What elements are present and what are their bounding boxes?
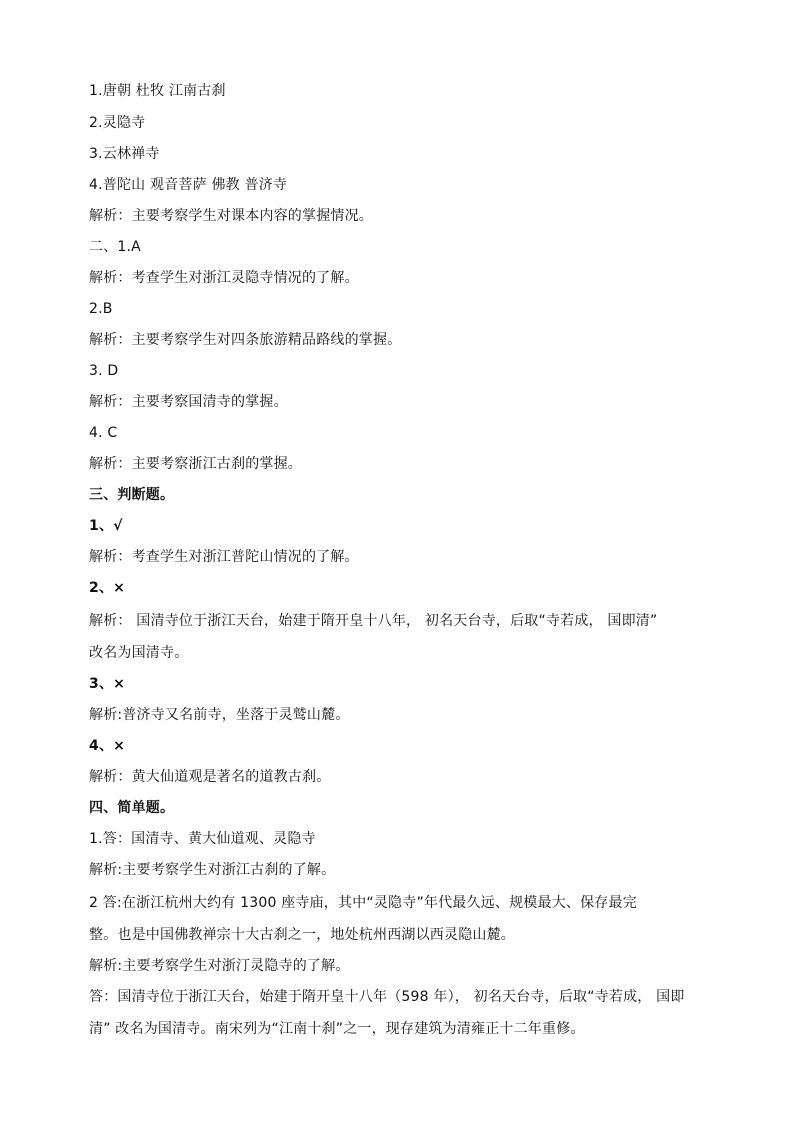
answer-line-3: 3.云林禅寺 — [89, 146, 160, 162]
short-answer-3-continued: 清” 改名为国清寺。南宋列为“江南十刹”之一，现存建筑为清雍正十二年重修。 — [89, 1021, 585, 1037]
analysis-line: 解析：主要考察学生对四条旅游精品路线的掌握。 — [89, 332, 402, 348]
analysis-line: 解析：主要考察浙江古刹的掌握。 — [89, 456, 302, 472]
section-heading-judgment: 三、判断题。 — [89, 487, 175, 503]
analysis-line: 解析:主要考察学生对浙汀灵隐寺的了解。 — [89, 958, 350, 974]
section-two-answer-3: 3. D — [89, 363, 119, 379]
section-two-answer-1: 二、1.A — [89, 239, 141, 255]
answer-line-1: 1.唐朝 杜牧 江南古刹 — [89, 83, 226, 99]
analysis-line: 解析：主要考察学生对课本内容的掌握情况。 — [89, 208, 373, 224]
analysis-line-continued: 改名为国清寺。 — [89, 645, 189, 661]
section-heading-short-answer: 四、简单题。 — [89, 800, 175, 816]
judgment-answer-3: 3、× — [89, 676, 126, 692]
answer-line-2: 2.灵隐寺 — [89, 115, 146, 131]
analysis-line: 解析：主要考察国清寺的掌握。 — [89, 394, 288, 410]
analysis-line: 解析：考查学生对浙江灵隐寺情况的了解。 — [89, 270, 359, 286]
short-answer-2: 2 答:在浙江杭州大约有 1300 座寺庙，其中“灵隐寺”年代最久远、规模最大、保存最完 — [89, 895, 637, 911]
judgment-answer-2: 2、× — [89, 580, 126, 596]
short-answer-3: 答：国清寺位于浙江天台，始建于隋开皇十八年（598 年）， 初名天台寺，后取“寺若成， 国即 — [89, 989, 685, 1005]
analysis-line: 解析： 国清寺位于浙江天台，始建于隋开皇十八年， 初名天台寺，后取“寺若成， 国即清” — [89, 613, 658, 629]
judgment-answer-1: 1、√ — [89, 518, 123, 534]
analysis-line: 解析:主要考察学生对浙江古刹的了解。 — [89, 862, 336, 878]
short-answer-1: 1.答：国清寺、黄大仙道观、灵隐寺 — [89, 831, 316, 847]
section-two-answer-2: 2.B — [89, 301, 113, 317]
short-answer-2-continued: 整。也是中国佛教禅宗十大古刹之一，地处杭州西湖以西灵隐山麓。 — [89, 927, 515, 943]
analysis-line: 解析:普济寺又名前寺，坐落于灵鹫山麓。 — [89, 707, 350, 723]
section-two-answer-4: 4. C — [89, 425, 118, 441]
answer-line-4: 4.普陀山 观音菩萨 佛教 普济寺 — [89, 177, 288, 193]
judgment-answer-4: 4、× — [89, 738, 126, 754]
analysis-line: 解析：考查学生对浙江普陀山情况的了解。 — [89, 549, 359, 565]
analysis-line: 解析：黄大仙道观是著名的道教古刹。 — [89, 769, 331, 785]
